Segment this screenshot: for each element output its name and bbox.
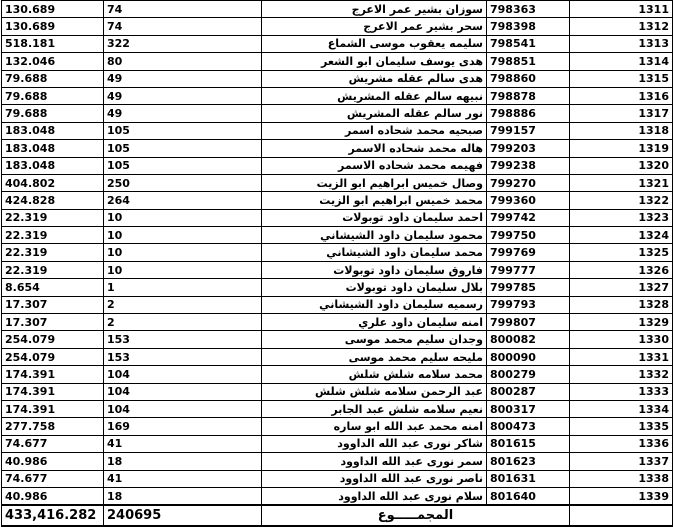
name-cell: عبد الرحمن سلامه شلش شلش [262, 383, 487, 400]
seq-cell: 1337 [570, 453, 673, 470]
name-cell: فاروق سليمان داود توبولات [262, 261, 487, 278]
records-table [1, 0, 673, 527]
count-cell: 264 [104, 192, 262, 209]
amount-cell: 22.319 [2, 209, 104, 226]
amount-cell: 277.758 [2, 418, 104, 435]
total-count: 240695 [104, 505, 262, 526]
table-row [2, 487, 673, 505]
table-row [2, 140, 673, 157]
table-row [2, 192, 673, 209]
amount-cell: 74.677 [2, 470, 104, 487]
amount-cell: 424.828 [2, 192, 104, 209]
total-label: المجمـــــوع [262, 505, 570, 526]
count-cell: 2 [104, 296, 262, 313]
id-cell: 799157 [487, 122, 570, 139]
table-row [2, 314, 673, 331]
name-cell: امنه سليمان داود علري [262, 314, 487, 331]
seq-cell: 1312 [570, 18, 673, 35]
amount-cell: 74.677 [2, 435, 104, 452]
id-cell: 799777 [487, 261, 570, 278]
name-cell: نبيهه سالم عقله المشريش [262, 87, 487, 104]
name-cell: شاكر نورى عبد الله الداوود [262, 435, 487, 452]
id-cell: 801640 [487, 487, 570, 505]
count-cell: 1 [104, 279, 262, 296]
table-row [2, 348, 673, 365]
amount-cell: 17.307 [2, 296, 104, 313]
amount-cell: 183.048 [2, 140, 104, 157]
seq-cell: 1336 [570, 435, 673, 452]
table-row [2, 244, 673, 261]
table-row [2, 174, 673, 191]
id-cell: 798363 [487, 1, 570, 18]
name-cell: سليمه يعقوب موسى الشماع [262, 35, 487, 52]
amount-cell: 254.079 [2, 348, 104, 365]
id-cell: 800317 [487, 400, 570, 417]
count-cell: 105 [104, 140, 262, 157]
table-row [2, 400, 673, 417]
count-cell: 41 [104, 435, 262, 452]
name-cell: سمر نورى عبد الله الداوود [262, 453, 487, 470]
amount-cell: 79.688 [2, 70, 104, 87]
name-cell: سلام نورى عبد الله الداوود [262, 487, 487, 505]
count-cell: 105 [104, 157, 262, 174]
id-cell: 799203 [487, 140, 570, 157]
name-cell: سحر بشير عمر الاعرج [262, 18, 487, 35]
table-row [2, 296, 673, 313]
name-cell: هدى يوسف سليمان ابو الشعر [262, 53, 487, 70]
table-row [2, 366, 673, 383]
amount-cell: 183.048 [2, 157, 104, 174]
seq-cell: 1330 [570, 331, 673, 348]
amount-cell: 17.307 [2, 314, 104, 331]
count-cell: 104 [104, 383, 262, 400]
table-row [2, 1, 673, 18]
count-cell: 322 [104, 35, 262, 52]
id-cell: 799807 [487, 314, 570, 331]
seq-cell: 1321 [570, 174, 673, 191]
table-row [2, 209, 673, 226]
count-cell: 18 [104, 453, 262, 470]
count-cell: 49 [104, 70, 262, 87]
name-cell: نور سالم عقله المشريش [262, 105, 487, 122]
amount-cell: 254.079 [2, 331, 104, 348]
amount-cell: 8.654 [2, 279, 104, 296]
id-cell: 799270 [487, 174, 570, 191]
count-cell: 250 [104, 174, 262, 191]
seq-cell: 1311 [570, 1, 673, 18]
amount-cell: 40.986 [2, 453, 104, 470]
seq-cell: 1331 [570, 348, 673, 365]
count-cell: 104 [104, 400, 262, 417]
table-row [2, 87, 673, 104]
amount-cell: 174.391 [2, 366, 104, 383]
seq-cell: 1332 [570, 366, 673, 383]
id-cell: 800082 [487, 331, 570, 348]
name-cell: هدى سالم عقله مشريش [262, 70, 487, 87]
id-cell: 799793 [487, 296, 570, 313]
name-cell: محمد سليمان داود الشيشاني [262, 244, 487, 261]
total-amount: 433,416.282 [2, 505, 104, 526]
table-row [2, 157, 673, 174]
amount-cell: 130.689 [2, 18, 104, 35]
table-row [2, 122, 673, 139]
id-cell: 799238 [487, 157, 570, 174]
id-cell: 798398 [487, 18, 570, 35]
name-cell: بلال سليمان داود توبولات [262, 279, 487, 296]
amount-cell: 174.391 [2, 400, 104, 417]
name-cell: محمد خميس ابراهيم ابو الزيت [262, 192, 487, 209]
id-cell: 798878 [487, 87, 570, 104]
id-cell: 799360 [487, 192, 570, 209]
id-cell: 801631 [487, 470, 570, 487]
id-cell: 800287 [487, 383, 570, 400]
count-cell: 153 [104, 348, 262, 365]
table-row [2, 383, 673, 400]
count-cell: 74 [104, 1, 262, 18]
count-cell: 153 [104, 331, 262, 348]
seq-cell: 1334 [570, 400, 673, 417]
seq-cell: 1328 [570, 296, 673, 313]
count-cell: 104 [104, 366, 262, 383]
amount-cell: 183.048 [2, 122, 104, 139]
seq-cell: 1318 [570, 122, 673, 139]
amount-cell: 132.046 [2, 53, 104, 70]
name-cell: فهيمه محمد شحاده الاسمر [262, 157, 487, 174]
count-cell: 10 [104, 209, 262, 226]
amount-cell: 130.689 [2, 1, 104, 18]
seq-cell: 1320 [570, 157, 673, 174]
table-row [2, 435, 673, 452]
seq-cell: 1323 [570, 209, 673, 226]
seq-cell: 1326 [570, 261, 673, 278]
id-cell: 800279 [487, 366, 570, 383]
table-row [2, 18, 673, 35]
id-cell: 798886 [487, 105, 570, 122]
table-row [2, 279, 673, 296]
count-cell: 74 [104, 18, 262, 35]
seq-cell: 1313 [570, 35, 673, 52]
table-row [2, 331, 673, 348]
name-cell: امنه محمد عبد الله ابو ساره [262, 418, 487, 435]
seq-cell: 1327 [570, 279, 673, 296]
table-body [2, 1, 673, 506]
name-cell: محمد سلامه شلش شلش [262, 366, 487, 383]
amount-cell: 22.319 [2, 227, 104, 244]
id-cell: 798851 [487, 53, 570, 70]
name-cell: هاله محمد شحاده الاسمر [262, 140, 487, 157]
id-cell: 801623 [487, 453, 570, 470]
id-cell: 799785 [487, 279, 570, 296]
amount-cell: 22.319 [2, 261, 104, 278]
amount-cell: 22.319 [2, 244, 104, 261]
amount-cell: 79.688 [2, 105, 104, 122]
id-cell: 800090 [487, 348, 570, 365]
name-cell: ناصر نورى عبد الله الداوود [262, 470, 487, 487]
count-cell: 41 [104, 470, 262, 487]
id-cell: 801615 [487, 435, 570, 452]
table-row [2, 227, 673, 244]
seq-cell: 1317 [570, 105, 673, 122]
count-cell: 10 [104, 227, 262, 244]
count-cell: 80 [104, 53, 262, 70]
seq-cell: 1335 [570, 418, 673, 435]
seq-cell: 1329 [570, 314, 673, 331]
seq-cell: 1316 [570, 87, 673, 104]
count-cell: 18 [104, 487, 262, 505]
amount-cell: 174.391 [2, 383, 104, 400]
count-cell: 10 [104, 244, 262, 261]
name-cell: صبحيه محمد شحاده اسمر [262, 122, 487, 139]
table-row [2, 418, 673, 435]
id-cell: 799750 [487, 227, 570, 244]
seq-cell: 1325 [570, 244, 673, 261]
id-cell: 798541 [487, 35, 570, 52]
table-row [2, 105, 673, 122]
table-row [2, 453, 673, 470]
seq-cell: 1338 [570, 470, 673, 487]
count-cell: 49 [104, 105, 262, 122]
amount-cell: 404.802 [2, 174, 104, 191]
amount-cell: 79.688 [2, 87, 104, 104]
id-cell: 799742 [487, 209, 570, 226]
name-cell: نعيم سلامه شلش عبد الجابر [262, 400, 487, 417]
seq-cell: 1314 [570, 53, 673, 70]
count-cell: 105 [104, 122, 262, 139]
table-row [2, 53, 673, 70]
id-cell: 798860 [487, 70, 570, 87]
seq-cell: 1339 [570, 487, 673, 505]
seq-cell: 1322 [570, 192, 673, 209]
table-row [2, 261, 673, 278]
name-cell: رسميه سليمان داود الشيشاني [262, 296, 487, 313]
id-cell: 800473 [487, 418, 570, 435]
name-cell: سوزان بشير عمر الاعرج [262, 1, 487, 18]
seq-cell: 1324 [570, 227, 673, 244]
count-cell: 2 [104, 314, 262, 331]
name-cell: احمد سليمان داود توبولات [262, 209, 487, 226]
table-row [2, 70, 673, 87]
totals-row [2, 505, 673, 526]
amount-cell: 40.986 [2, 487, 104, 505]
count-cell: 10 [104, 261, 262, 278]
seq-cell: 1319 [570, 140, 673, 157]
total-empty-cell [570, 505, 673, 526]
name-cell: محمود سليمان داود الشيشاني [262, 227, 487, 244]
id-cell: 799769 [487, 244, 570, 261]
count-cell: 49 [104, 87, 262, 104]
seq-cell: 1315 [570, 70, 673, 87]
table-row [2, 470, 673, 487]
name-cell: مليحه سليم محمد موسى [262, 348, 487, 365]
count-cell: 169 [104, 418, 262, 435]
seq-cell: 1333 [570, 383, 673, 400]
name-cell: وجدان سليم محمد موسى [262, 331, 487, 348]
name-cell: وصال خميس ابراهيم ابو الزيت [262, 174, 487, 191]
amount-cell: 518.181 [2, 35, 104, 52]
table-row [2, 35, 673, 52]
